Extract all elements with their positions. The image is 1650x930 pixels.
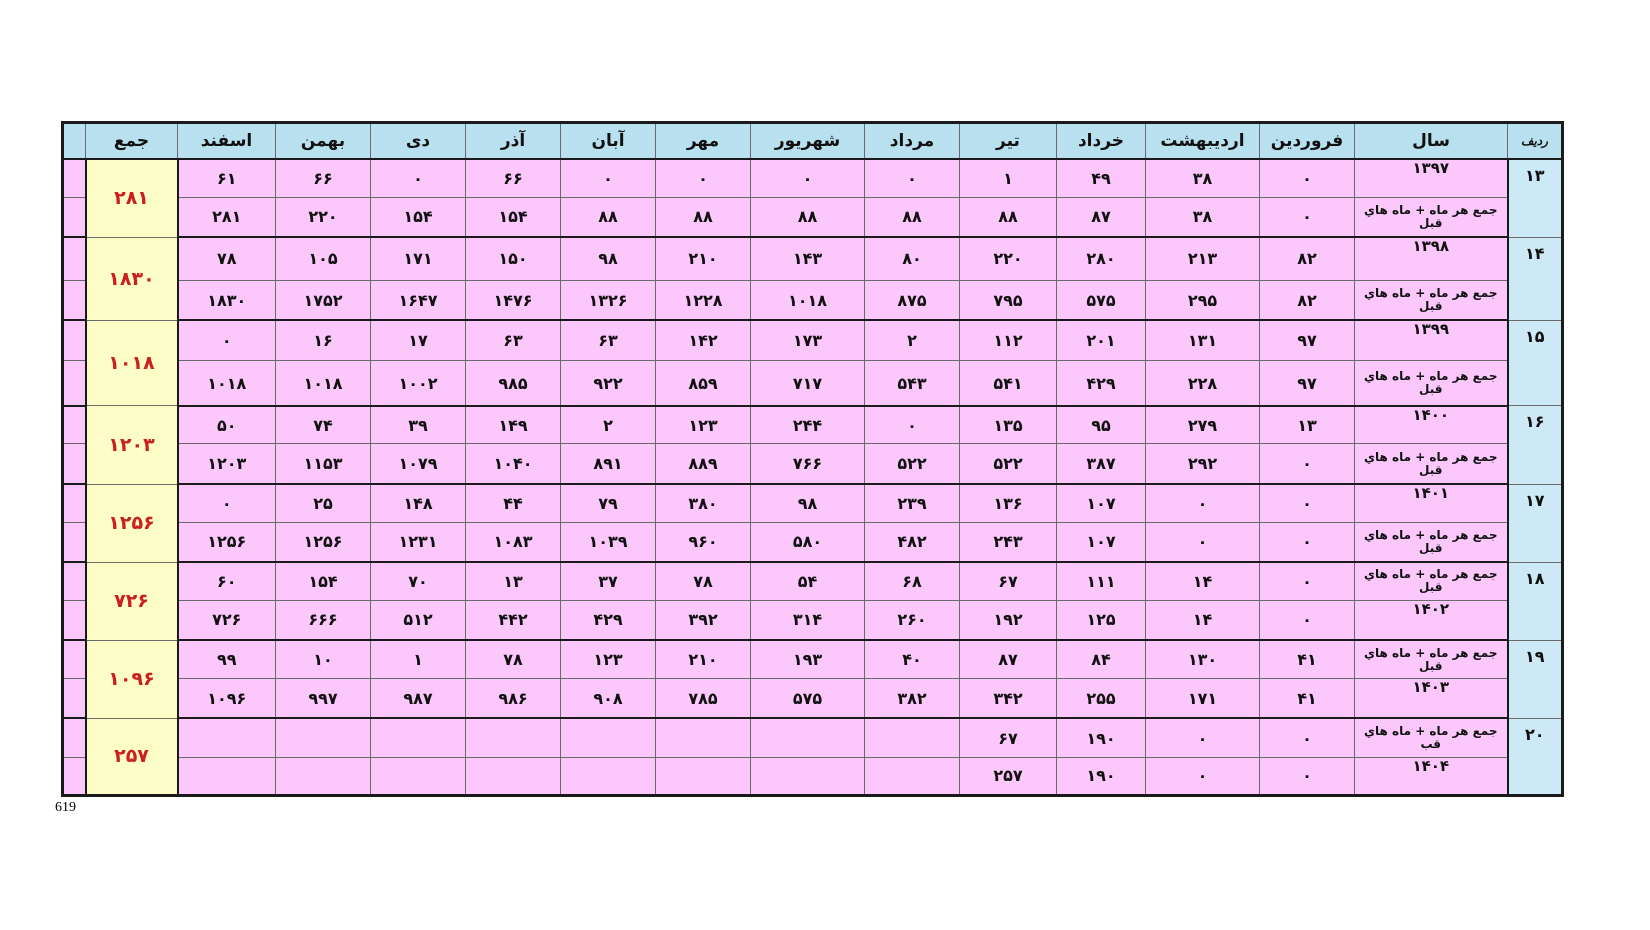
row-number: ۲۰ <box>1508 718 1563 795</box>
month-value-cell <box>371 718 466 757</box>
month-value-cell: ۱۶۴۷ <box>371 280 466 320</box>
month-value-cell: ۱۸۳۰ <box>178 280 276 320</box>
month-value-cell: ۹۸ <box>561 237 656 280</box>
month-value-cell: ۲۰۱ <box>1057 320 1146 360</box>
month-value-cell <box>561 757 656 795</box>
total-cell: ۱۲۰۳ <box>86 406 178 484</box>
month-value-cell: ۱۰۵ <box>276 237 371 280</box>
table-row <box>63 197 1563 237</box>
month-value-cell: ۶۶ <box>276 159 371 197</box>
month-value-cell: ۸۸ <box>561 197 656 237</box>
month-value-cell: ۲۷۹ <box>1146 406 1260 444</box>
month-value-cell: ۵۴ <box>751 562 865 600</box>
row-number: ۱۴ <box>1508 237 1563 320</box>
month-value-cell: ۲۵۷ <box>960 757 1057 795</box>
month-value-cell: ۹۵ <box>1057 406 1146 444</box>
month-value-cell: ۶۰ <box>178 562 276 600</box>
month-value-cell: ۱۲۳ <box>561 640 656 678</box>
month-value-cell: ۱۵۴ <box>276 562 371 600</box>
month-value-cell: ۰ <box>1260 522 1355 562</box>
month-value-cell <box>865 718 960 757</box>
row-number: ۱۳ <box>1508 159 1563 237</box>
month-value-cell: ۱۴۳ <box>751 237 865 280</box>
month-value-cell: ۱۷۱ <box>371 237 466 280</box>
year-label: ۱۴۰۴ <box>1355 757 1508 795</box>
month-value-cell: ۹۰۸ <box>561 678 656 718</box>
month-value-cell: ۵۴۳ <box>865 361 960 406</box>
total-cell: ۲۸۱ <box>86 159 178 237</box>
month-value-cell: ۷۴ <box>276 406 371 444</box>
month-value-cell: ۲۳۹ <box>865 484 960 522</box>
month-value-cell: ۷۸ <box>466 640 561 678</box>
table-row <box>63 678 1563 718</box>
month-value-cell: ۰ <box>1260 484 1355 522</box>
month-value-cell: ۹۸ <box>751 484 865 522</box>
month-value-cell: ۱۱۵۳ <box>276 444 371 484</box>
table-row <box>63 320 1563 360</box>
month-value-cell: ۱۹۰ <box>1057 718 1146 757</box>
month-value-cell <box>178 757 276 795</box>
month-value-cell: ۱۵۴ <box>466 197 561 237</box>
month-value-cell: ۵۲۲ <box>960 444 1057 484</box>
month-value-cell: ۱۷۱ <box>1146 678 1260 718</box>
year-label: ۱۳۹۷ <box>1355 159 1508 197</box>
month-value-cell: ۲۸۱ <box>178 197 276 237</box>
month-value-cell: ۹۹ <box>178 640 276 678</box>
month-value-cell: ۳۸ <box>1146 159 1260 197</box>
total-cell: ۱۸۳۰ <box>86 237 178 320</box>
month-value-cell: ۰ <box>656 159 751 197</box>
month-value-cell: ۲۱۰ <box>656 237 751 280</box>
data-table <box>61 121 1564 797</box>
table-body <box>63 159 1563 796</box>
month-value-cell: ۵۷۵ <box>1057 280 1146 320</box>
month-value-cell: ۸۸ <box>751 197 865 237</box>
month-value-cell: ۱۷۵۲ <box>276 280 371 320</box>
year-label: ۱۴۰۰ <box>1355 406 1508 444</box>
month-value-cell: ۱۳۰ <box>1146 640 1260 678</box>
month-value-cell: ۲۸۰ <box>1057 237 1146 280</box>
month-value-cell: ۳۸۷ <box>1057 444 1146 484</box>
month-value-cell: ۱۳۱ <box>1146 320 1260 360</box>
header-month: خرداد <box>1057 123 1146 160</box>
table-row <box>63 484 1563 522</box>
month-value-cell: ۹۷ <box>1260 361 1355 406</box>
table-row <box>63 159 1563 197</box>
edge-cell <box>63 640 86 678</box>
edge-cell <box>63 159 86 197</box>
month-value-cell: ۱۰۰۲ <box>371 361 466 406</box>
month-value-cell: ۷۸ <box>178 237 276 280</box>
month-value-cell: ۸۷۵ <box>865 280 960 320</box>
month-value-cell: ۰ <box>1260 600 1355 640</box>
edge-cell <box>63 757 86 795</box>
year-label: ۱۴۰۳ <box>1355 678 1508 718</box>
month-value-cell: ۴۹ <box>1057 159 1146 197</box>
table-row <box>63 522 1563 562</box>
month-value-cell: ۰ <box>1260 444 1355 484</box>
month-value-cell: ۱۶ <box>276 320 371 360</box>
edge-cell <box>63 197 86 237</box>
month-value-cell <box>178 718 276 757</box>
header-month: اردیبهشت <box>1146 123 1260 160</box>
month-value-cell: ۳۷ <box>561 562 656 600</box>
month-value-cell: ۷۶۶ <box>751 444 865 484</box>
month-value-cell: ۶۸ <box>865 562 960 600</box>
month-value-cell: ۲۵۵ <box>1057 678 1146 718</box>
month-value-cell: ۴۴ <box>466 484 561 522</box>
table-row <box>63 757 1563 795</box>
month-value-cell: ۸۲ <box>1260 280 1355 320</box>
cumulative-label: جمع هر ماه + ماه هاي قبل <box>1355 640 1508 678</box>
month-value-cell: ۷۹ <box>561 484 656 522</box>
edge-cell <box>63 562 86 600</box>
month-value-cell: ۷۹۵ <box>960 280 1057 320</box>
edge-cell <box>63 718 86 757</box>
month-value-cell: ۳۱۴ <box>751 600 865 640</box>
month-value-cell: ۰ <box>1260 562 1355 600</box>
month-value-cell: ۸۹۱ <box>561 444 656 484</box>
month-value-cell: ۰ <box>1146 484 1260 522</box>
month-value-cell: ۹۸۵ <box>466 361 561 406</box>
month-value-cell: ۱۱۲ <box>960 320 1057 360</box>
edge-cell <box>63 600 86 640</box>
edge-cell <box>63 237 86 280</box>
month-value-cell: ۱۷ <box>371 320 466 360</box>
month-value-cell: ۳۸۲ <box>865 678 960 718</box>
month-value-cell: ۷۸ <box>656 562 751 600</box>
edge-cell <box>63 444 86 484</box>
month-value-cell: ۷۱۷ <box>751 361 865 406</box>
month-value-cell: ۱۳ <box>1260 406 1355 444</box>
row-number: ۱۸ <box>1508 562 1563 640</box>
month-value-cell: ۰ <box>561 159 656 197</box>
month-value-cell: ۲۱۰ <box>656 640 751 678</box>
month-value-cell: ۵۱۲ <box>371 600 466 640</box>
month-value-cell: ۱۰۱۸ <box>276 361 371 406</box>
month-value-cell: ۸۴ <box>1057 640 1146 678</box>
month-value-cell: ۱۲۵۶ <box>178 522 276 562</box>
month-value-cell: ۴۱ <box>1260 678 1355 718</box>
month-value-cell: ۰ <box>751 159 865 197</box>
header-month: دی <box>371 123 466 160</box>
month-value-cell: ۱۴۲ <box>656 320 751 360</box>
cumulative-label: جمع هر ماه + ماه هاي قبل <box>1355 562 1508 600</box>
month-value-cell: ۵۷۵ <box>751 678 865 718</box>
month-value-cell: ۱۳ <box>466 562 561 600</box>
month-value-cell: ۸۰ <box>865 237 960 280</box>
table-row <box>63 361 1563 406</box>
header-month: تیر <box>960 123 1057 160</box>
month-value-cell: ۱۷۳ <box>751 320 865 360</box>
month-value-cell: ۲ <box>561 406 656 444</box>
month-value-cell <box>466 757 561 795</box>
header-year: سال <box>1355 123 1508 160</box>
month-value-cell <box>751 718 865 757</box>
month-value-cell: ۱۳۲۶ <box>561 280 656 320</box>
month-value-cell: ۱۱۱ <box>1057 562 1146 600</box>
month-value-cell: ۸۷ <box>1057 197 1146 237</box>
month-value-cell: ۲۹۲ <box>1146 444 1260 484</box>
month-value-cell: ۸۲ <box>1260 237 1355 280</box>
month-value-cell: ۰ <box>1146 757 1260 795</box>
month-value-cell: ۱۲۵۶ <box>276 522 371 562</box>
total-cell: ۱۰۹۶ <box>86 640 178 718</box>
month-value-cell: ۳۹ <box>371 406 466 444</box>
edge-cell <box>63 406 86 444</box>
month-value-cell: ۱ <box>960 159 1057 197</box>
month-value-cell: ۱۲۳۱ <box>371 522 466 562</box>
month-value-cell: ۶۱ <box>178 159 276 197</box>
cumulative-label: جمع هر ماه + ماه هاي قبل <box>1355 522 1508 562</box>
month-value-cell: ۱۳۵ <box>960 406 1057 444</box>
month-value-cell: ۸۸ <box>865 197 960 237</box>
edge-cell <box>63 361 86 406</box>
month-value-cell: ۴۲۹ <box>561 600 656 640</box>
month-value-cell: ۲۱۳ <box>1146 237 1260 280</box>
header-month: شهریور <box>751 123 865 160</box>
month-value-cell: ۶۳ <box>561 320 656 360</box>
table-row <box>63 406 1563 444</box>
month-value-cell: ۹۹۷ <box>276 678 371 718</box>
table-row <box>63 718 1563 757</box>
edge-cell <box>63 123 86 160</box>
year-label: ۱۳۹۸ <box>1355 237 1508 280</box>
table-row <box>63 444 1563 484</box>
month-value-cell: ۴۱ <box>1260 640 1355 678</box>
header-row <box>63 123 1563 160</box>
month-value-cell: ۱ <box>371 640 466 678</box>
month-value-cell: ۹۸۷ <box>371 678 466 718</box>
month-value-cell: ۷۲۶ <box>178 600 276 640</box>
month-value-cell: ۱۰۹۶ <box>178 678 276 718</box>
month-value-cell: ۰ <box>865 159 960 197</box>
month-value-cell: ۱۵۰ <box>466 237 561 280</box>
month-value-cell: ۶۷ <box>960 562 1057 600</box>
month-value-cell: ۳۸ <box>1146 197 1260 237</box>
month-value-cell: ۷۰ <box>371 562 466 600</box>
month-value-cell: ۴۰ <box>865 640 960 678</box>
month-value-cell: ۱۰۴۰ <box>466 444 561 484</box>
header-month: اسفند <box>178 123 276 160</box>
table-row <box>63 640 1563 678</box>
month-value-cell <box>371 757 466 795</box>
row-number: ۱۷ <box>1508 484 1563 562</box>
month-value-cell: ۱۵۴ <box>371 197 466 237</box>
month-value-cell: ۵۲۲ <box>865 444 960 484</box>
header-month: بهمن <box>276 123 371 160</box>
month-value-cell: ۲۴۴ <box>751 406 865 444</box>
total-cell: ۱۰۱۸ <box>86 320 178 405</box>
month-value-cell: ۸۷ <box>960 640 1057 678</box>
month-value-cell <box>656 718 751 757</box>
year-label: ۱۴۰۲ <box>1355 600 1508 640</box>
table-row <box>63 280 1563 320</box>
header-month: مهر <box>656 123 751 160</box>
month-value-cell: ۱۰ <box>276 640 371 678</box>
month-value-cell: ۲ <box>865 320 960 360</box>
cumulative-label: جمع هر ماه + ماه هاي قبل <box>1355 197 1508 237</box>
month-value-cell: ۹۸۶ <box>466 678 561 718</box>
month-value-cell: ۰ <box>865 406 960 444</box>
month-value-cell: ۸۸ <box>960 197 1057 237</box>
table-row <box>63 562 1563 600</box>
month-value-cell: ۲۶۰ <box>865 600 960 640</box>
month-value-cell: ۰ <box>1260 197 1355 237</box>
month-value-cell: ۱۹۰ <box>1057 757 1146 795</box>
total-cell: ۱۲۵۶ <box>86 484 178 562</box>
month-value-cell: ۱۴ <box>1146 562 1260 600</box>
month-value-cell: ۱۰۷۹ <box>371 444 466 484</box>
month-value-cell: ۹۲۲ <box>561 361 656 406</box>
month-value-cell <box>466 718 561 757</box>
header-row-number: ردیف <box>1508 123 1563 160</box>
month-value-cell: ۱۴۸ <box>371 484 466 522</box>
header-month: آذر <box>466 123 561 160</box>
row-number: ۱۶ <box>1508 406 1563 484</box>
month-value-cell: ۸۸ <box>656 197 751 237</box>
month-value-cell <box>865 757 960 795</box>
month-value-cell: ۸۵۹ <box>656 361 751 406</box>
month-value-cell: ۵۰ <box>178 406 276 444</box>
month-value-cell: ۰ <box>1146 522 1260 562</box>
edge-cell <box>63 522 86 562</box>
month-value-cell: ۰ <box>1146 718 1260 757</box>
cumulative-label: جمع هر ماه + ماه هاي قبل <box>1355 444 1508 484</box>
month-value-cell: ۱۰۱۸ <box>178 361 276 406</box>
month-value-cell: ۱۲۰۳ <box>178 444 276 484</box>
month-value-cell: ۵۸۰ <box>751 522 865 562</box>
month-value-cell <box>751 757 865 795</box>
month-value-cell <box>561 718 656 757</box>
edge-cell <box>63 484 86 522</box>
edge-cell <box>63 280 86 320</box>
month-value-cell: ۲۲۸ <box>1146 361 1260 406</box>
month-value-cell: ۸۸۹ <box>656 444 751 484</box>
month-value-cell: ۳۴۲ <box>960 678 1057 718</box>
month-value-cell: ۳۹۲ <box>656 600 751 640</box>
month-value-cell: ۱۴۹ <box>466 406 561 444</box>
month-value-cell: ۱۰۸۳ <box>466 522 561 562</box>
month-value-cell: ۱۴ <box>1146 600 1260 640</box>
month-value-cell: ۴۸۲ <box>865 522 960 562</box>
month-value-cell: ۱۰۷ <box>1057 484 1146 522</box>
month-value-cell: ۱۴۷۶ <box>466 280 561 320</box>
month-value-cell <box>656 757 751 795</box>
month-value-cell: ۰ <box>1260 159 1355 197</box>
month-value-cell: ۲۴۳ <box>960 522 1057 562</box>
month-value-cell: ۲۵ <box>276 484 371 522</box>
month-value-cell <box>276 757 371 795</box>
row-number: ۱۵ <box>1508 320 1563 405</box>
month-value-cell: ۲۹۵ <box>1146 280 1260 320</box>
month-value-cell: ۷۸۵ <box>656 678 751 718</box>
table-row <box>63 600 1563 640</box>
month-value-cell: ۰ <box>1260 757 1355 795</box>
edge-cell <box>63 320 86 360</box>
month-value-cell: ۰ <box>1260 718 1355 757</box>
total-cell: ۷۲۶ <box>86 562 178 640</box>
month-value-cell: ۲۲۰ <box>276 197 371 237</box>
month-value-cell: ۱۲۳ <box>656 406 751 444</box>
cumulative-label: جمع هر ماه + ماه هاي قب <box>1355 718 1508 757</box>
year-label: ۱۳۹۹ <box>1355 320 1508 360</box>
month-value-cell: ۱۹۲ <box>960 600 1057 640</box>
month-value-cell: ۰ <box>178 320 276 360</box>
total-cell: ۲۵۷ <box>86 718 178 795</box>
month-value-cell: ۹۶۰ <box>656 522 751 562</box>
month-value-cell: ۴۲۹ <box>1057 361 1146 406</box>
month-value-cell: ۱۳۶ <box>960 484 1057 522</box>
month-value-cell: ۱۰۱۸ <box>751 280 865 320</box>
month-value-cell: ۰ <box>178 484 276 522</box>
header-month: مرداد <box>865 123 960 160</box>
month-value-cell: ۵۴۱ <box>960 361 1057 406</box>
edge-cell <box>63 678 86 718</box>
year-label: ۱۴۰۱ <box>1355 484 1508 522</box>
month-value-cell: ۱۹۳ <box>751 640 865 678</box>
month-value-cell: ۶۶ <box>466 159 561 197</box>
cumulative-label: جمع هر ماه + ماه هاي قبل <box>1355 280 1508 320</box>
page-number: 619 <box>55 800 76 815</box>
month-value-cell: ۳۸۰ <box>656 484 751 522</box>
header-month: آبان <box>561 123 656 160</box>
month-value-cell: ۱۲۵ <box>1057 600 1146 640</box>
month-value-cell: ۲۲۰ <box>960 237 1057 280</box>
month-value-cell: ۹۷ <box>1260 320 1355 360</box>
month-value-cell <box>276 718 371 757</box>
month-value-cell: ۶۳ <box>466 320 561 360</box>
month-value-cell: ۱۰۷ <box>1057 522 1146 562</box>
month-value-cell: ۰ <box>371 159 466 197</box>
month-value-cell: ۱۲۲۸ <box>656 280 751 320</box>
header-month: فروردین <box>1260 123 1355 160</box>
month-value-cell: ۶۶۶ <box>276 600 371 640</box>
cumulative-label: جمع هر ماه + ماه هاي قبل <box>1355 361 1508 406</box>
row-number: ۱۹ <box>1508 640 1563 718</box>
month-value-cell: ۴۴۲ <box>466 600 561 640</box>
month-value-cell: ۶۷ <box>960 718 1057 757</box>
month-value-cell: ۱۰۳۹ <box>561 522 656 562</box>
table-row <box>63 237 1563 280</box>
header-total: جمع <box>86 123 178 160</box>
